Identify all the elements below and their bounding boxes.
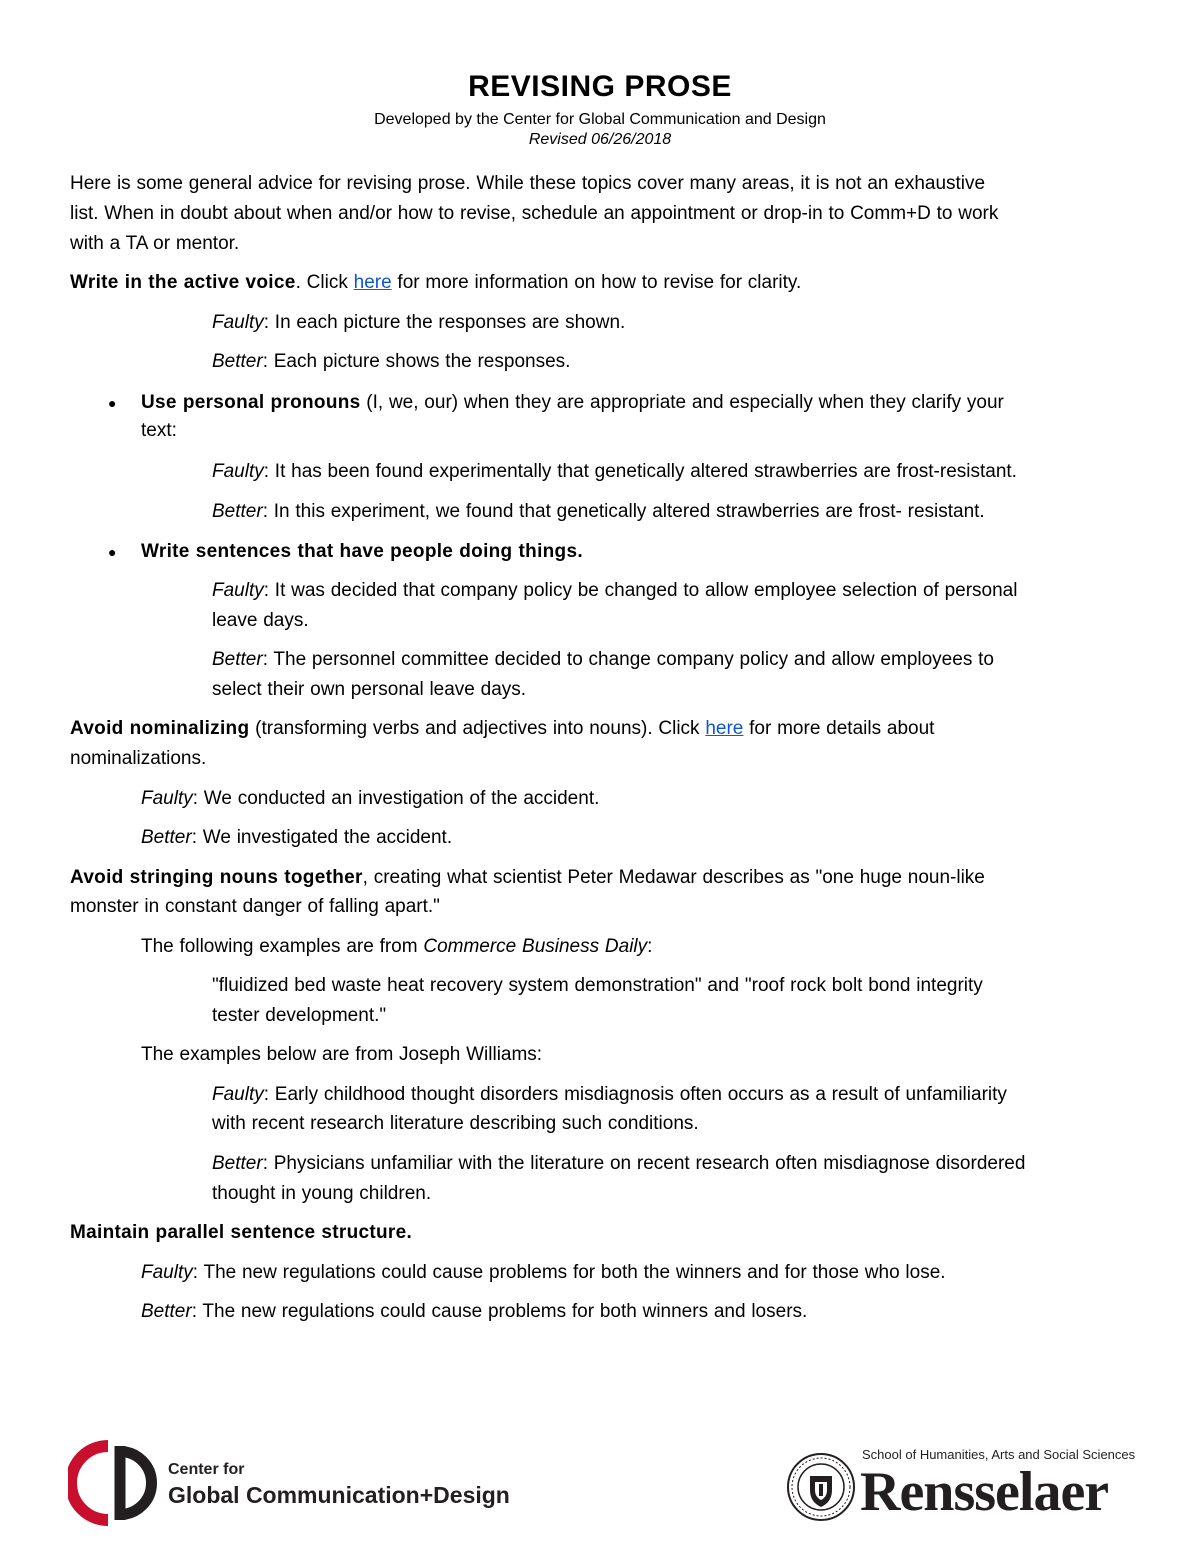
active-voice-paragraph [70, 268, 801, 298]
cbd-intro-end: : [647, 936, 653, 957]
people-better [212, 645, 994, 675]
example-text: : The new regulations could cause problems for both the winners and for those who lose. [192, 1262, 946, 1283]
people-faulty [212, 576, 1017, 606]
faulty-label: Faulty [212, 312, 264, 333]
nominalizations-link[interactable]: here [705, 718, 744, 739]
example-text: : We conducted an investigation of the accident. [192, 788, 600, 809]
better-label: Better [141, 1301, 192, 1322]
pronouns-better [212, 497, 985, 527]
cbd-example-line-1: "fluidized bed waste heat recovery system demonstration" and "roof rock bolt bond integrity [212, 975, 983, 996]
intro-line-1: Here is some general advice for revising prose. While these topics cover many areas, it is not an exhaustive [70, 173, 986, 194]
nominalizing-paragraph [70, 714, 934, 744]
hass-label: School of Humanities, Arts and Social Sciences [862, 1447, 1136, 1462]
rensselaer-seal-icon [786, 1452, 856, 1522]
intro-line-3: with a TA or mentor. [70, 233, 240, 254]
cbd-intro-text: The following examples are from [141, 936, 424, 957]
example-text: : The new regulations could cause problems for both winners and losers. [191, 1301, 808, 1322]
pronouns-faulty [212, 457, 1017, 487]
faulty-label: Faulty [212, 1084, 264, 1105]
nominalizing-heading: Avoid nominalizing [70, 718, 250, 739]
parallel-heading-line [70, 1218, 412, 1248]
cbd-source: Commerce Business Daily [423, 936, 648, 957]
active-voice-better [212, 347, 570, 377]
example-text: : In each picture the responses are shown. [263, 312, 626, 333]
nominalizing-line-2: nominalizations. [70, 748, 207, 769]
cbd-example-line-2: tester development." [212, 1005, 387, 1026]
faulty-label: Faulty [212, 580, 264, 601]
example-text: : It has been found experimentally that genetically altered strawberries are frost-resistant. [263, 461, 1017, 482]
active-voice-text-2: for more information on how to revise for clarity. [391, 272, 802, 293]
faulty-label: Faulty [212, 461, 264, 482]
example-text: : Each picture shows the responses. [262, 351, 571, 372]
cgcd-logo-icon [68, 1440, 158, 1526]
people-heading-line [141, 537, 583, 567]
nouns-faulty-line-2: with recent research literature describing such conditions. [212, 1113, 699, 1134]
example-text: : We investigated the accident. [191, 827, 453, 848]
page-title: REVISING PROSE [468, 70, 732, 103]
williams-intro: The examples below are from Joseph Williams: [141, 1044, 543, 1065]
active-voice-text: . Click [295, 272, 354, 293]
people-better-line-2: select their own personal leave days. [212, 679, 527, 700]
faulty-label: Faulty [141, 788, 193, 809]
nouns-better-line-2: thought in young children. [212, 1183, 432, 1204]
example-text: : It was decided that company policy be changed to allow employee selection of personal [263, 580, 1018, 601]
people-heading: Write sentences that have people doing things. [141, 541, 583, 562]
parallel-faulty [141, 1258, 946, 1288]
nouns-heading: Avoid stringing nouns together [70, 867, 363, 888]
cgcd-logo-line-1: Center for [168, 1461, 245, 1478]
intro-line-2: list. When in doubt about when and/or how to revise, schedule an appointment or drop-in to Comm+D to work [70, 203, 999, 224]
subtitle: Developed by the Center for Global Communication and Design [374, 111, 826, 128]
pronouns-text: (I, we, our) when they are appropriate and especially when they clarify your [360, 392, 1004, 413]
pronouns-heading: Use personal pronouns [141, 392, 361, 413]
rensselaer-wordmark: Rensselaer [860, 1461, 1109, 1523]
cgcd-logo-line-2: Global Communication+Design [168, 1482, 510, 1508]
example-text: : In this experiment, we found that genetically altered strawberries are frost- resistant. [262, 501, 985, 522]
faulty-label: Faulty [141, 1262, 193, 1283]
nominalizing-text: (transforming verbs and adjectives into nouns). Click [249, 718, 706, 739]
nominalizing-text-2: for more details about [743, 718, 935, 739]
people-faulty-line-2: leave days. [212, 610, 309, 631]
example-text: : Early childhood thought disorders misdiagnosis often occurs as a result of unfamiliarity [263, 1084, 1007, 1105]
active-voice-faulty [212, 308, 625, 338]
pronouns-paragraph [141, 388, 1004, 418]
better-label: Better [141, 827, 192, 848]
nominalizing-faulty [141, 784, 599, 814]
nouns-paragraph [70, 863, 985, 893]
nouns-text: , creating what scientist Peter Medawar describes as "one huge noun-like [362, 867, 985, 888]
better-label: Better [212, 351, 263, 372]
bullet-icon: ● [108, 544, 117, 560]
better-label: Better [212, 1153, 263, 1174]
cbd-intro [141, 932, 652, 962]
example-text: : Physicians unfamiliar with the literature on recent research often misdiagnose disordered [262, 1153, 1026, 1174]
better-label: Better [212, 649, 263, 670]
parallel-heading: Maintain parallel sentence structure. [70, 1222, 413, 1243]
nouns-better [212, 1149, 1025, 1179]
nominalizing-better [141, 823, 452, 853]
revision-date: Revised 06/26/2018 [528, 131, 672, 148]
better-label: Better [212, 501, 263, 522]
nouns-line-2: monster in constant danger of falling apart." [70, 896, 440, 917]
example-text: : The personnel committee decided to change company policy and allow employees to [262, 649, 994, 670]
nouns-faulty [212, 1080, 1007, 1110]
pronouns-text-line-2: text: [141, 420, 177, 441]
bullet-icon: ● [108, 395, 117, 411]
clarity-link[interactable]: here [353, 272, 392, 293]
parallel-better [141, 1297, 807, 1327]
active-voice-heading: Write in the active voice [70, 272, 296, 293]
